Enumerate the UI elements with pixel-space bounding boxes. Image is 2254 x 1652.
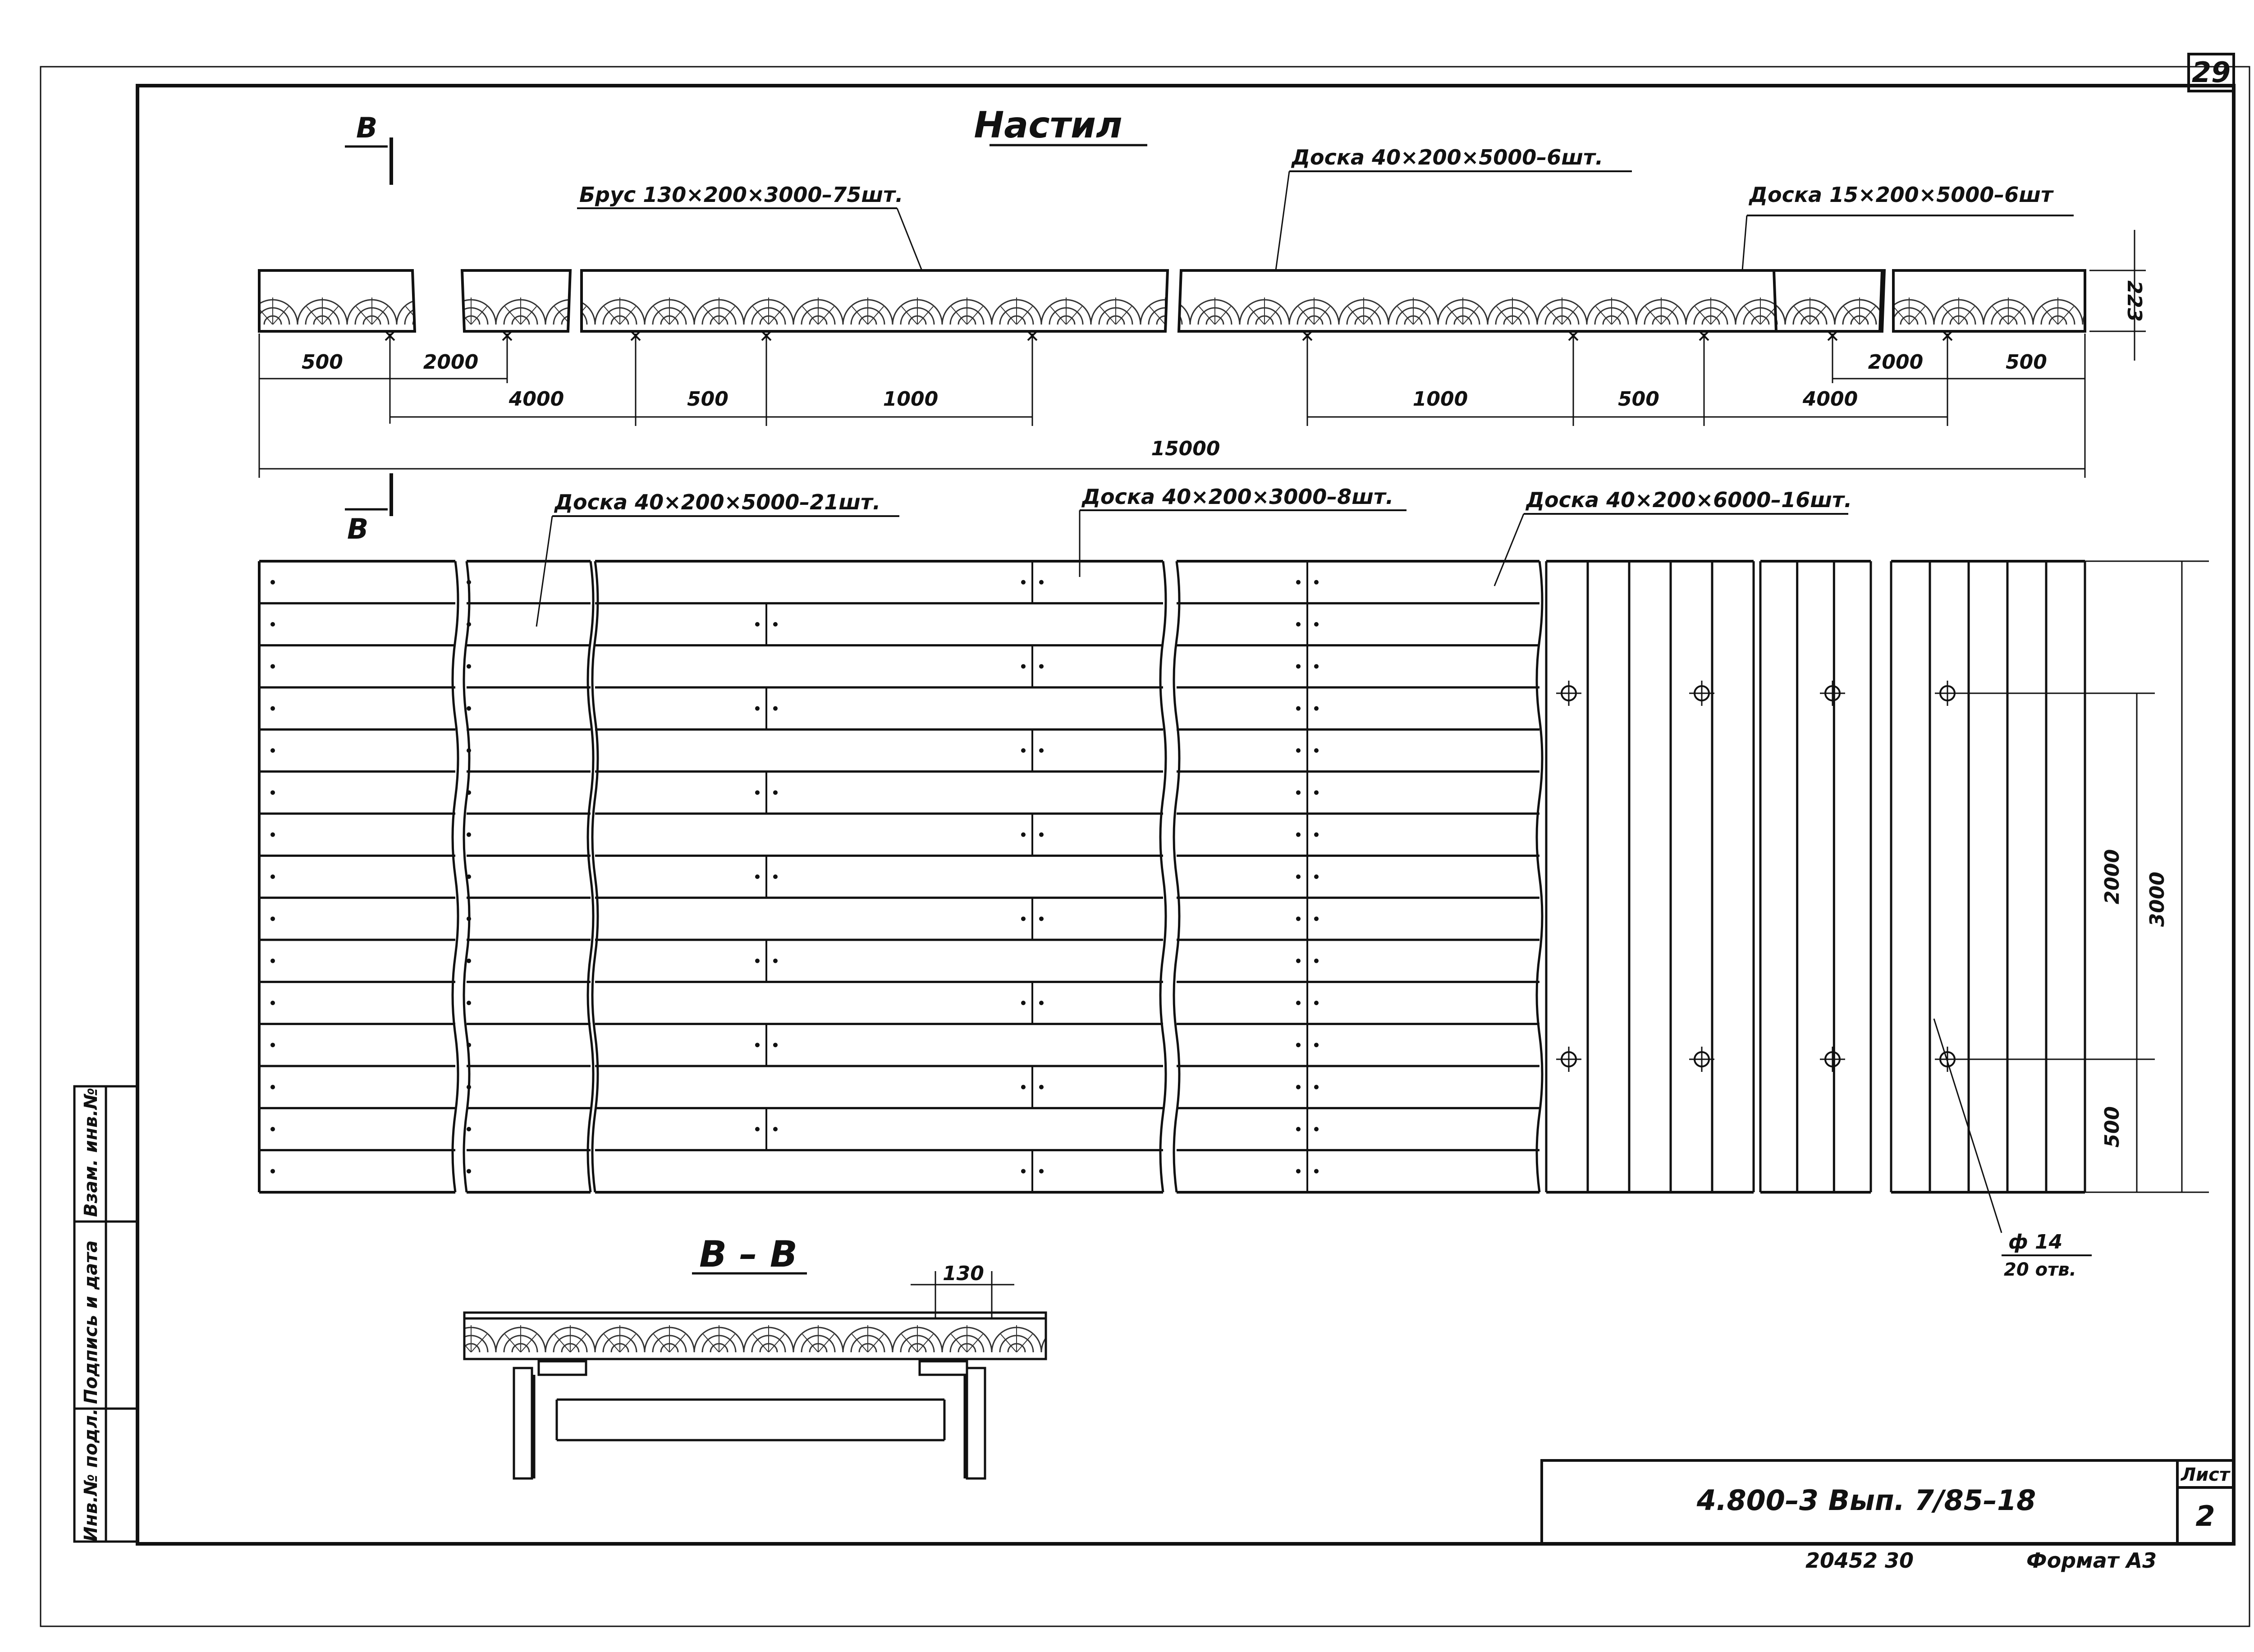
plan-nail (467, 706, 471, 711)
plan-nail (1296, 833, 1301, 837)
plan-nail (270, 1001, 275, 1005)
svg-text:1000: 1000 (883, 388, 939, 411)
plan-nail (467, 874, 471, 879)
footer-format: Формат А3 (2026, 1548, 2157, 1573)
label-board-plan-2: Доска 40×200×3000–8шт. (1082, 485, 1394, 509)
elevation-segment (1893, 270, 2085, 331)
plan-nail (1039, 748, 1044, 753)
hole-count: 20 отв. (2004, 1259, 2076, 1280)
svg-text:4000: 4000 (509, 388, 564, 411)
plan-nail (467, 959, 471, 963)
plan-nail (773, 622, 778, 627)
plan-nail (773, 874, 778, 879)
drawing-title: Настил (974, 104, 1122, 146)
plan-nail (467, 916, 471, 921)
plan-nail (270, 706, 275, 711)
plan-nail (270, 1085, 275, 1089)
section-bb (464, 1233, 1046, 1478)
svg-text:Подпись и дата: Подпись и дата (81, 1240, 101, 1404)
plan-nail (773, 790, 778, 795)
plan-nail (1296, 1085, 1301, 1089)
plan-nail (1314, 1085, 1319, 1089)
plan-nail (270, 1127, 275, 1131)
elevation-view (259, 270, 2085, 340)
plan-labels (536, 485, 1852, 627)
plan-nail (1296, 874, 1301, 879)
plan-nail (467, 664, 471, 668)
plan-break-line (1160, 561, 1166, 1192)
plan-nail (773, 959, 778, 963)
plan-nail (1021, 1085, 1026, 1089)
plan-nail (1021, 833, 1026, 837)
plan-nail (755, 874, 760, 879)
plan-nail (1314, 664, 1319, 668)
svg-text:15000: 15000 (1151, 437, 1220, 460)
label-board-plan-1: Доска 40×200×5000–21шт. (554, 490, 881, 514)
section-mark-bottom-letter: В (347, 513, 369, 545)
plan-nail (755, 1043, 760, 1047)
plan-nail (773, 1043, 778, 1047)
plan-nail (1021, 664, 1026, 668)
plan-nail (1039, 580, 1044, 585)
plan-nail (270, 748, 275, 753)
plan-nail (1296, 1001, 1301, 1005)
plan-nail (1296, 706, 1301, 711)
plan-nail (1296, 622, 1301, 627)
label-board-top-2: Доска 15×200×5000–6шт (1749, 183, 2053, 207)
elevation-segment (462, 270, 570, 331)
plan-nail (270, 874, 275, 879)
plan-nail (1296, 1127, 1301, 1131)
plan-nail (1039, 833, 1044, 837)
plan-nail (1039, 1169, 1044, 1173)
label-board-plan-3: Доска 40×200×6000–16шт. (1526, 488, 1852, 512)
hole-diameter: ф 14 (2008, 1231, 2063, 1254)
plan-nail (1296, 1169, 1301, 1173)
plan-nail (1314, 959, 1319, 963)
elevation-segment (1774, 270, 1882, 331)
plan-nail (1314, 580, 1319, 585)
plan-nail (1314, 1127, 1319, 1131)
plan-nail (270, 833, 275, 837)
plan-nail (755, 790, 760, 795)
plan-nail (467, 833, 471, 837)
plan-nail (1039, 1001, 1044, 1005)
plan-break-line (1537, 561, 1542, 1192)
plan-nail (1314, 1169, 1319, 1173)
footer-order: 20452 30 (1805, 1548, 1914, 1573)
sheet-number-box (2189, 54, 2234, 91)
plan-nail (1296, 790, 1301, 795)
plan-nail (1314, 874, 1319, 879)
section-dim-130: 130 (943, 1262, 984, 1285)
elevation-labels (577, 145, 2074, 270)
plan-nail (270, 959, 275, 963)
svg-text:2000: 2000 (2101, 849, 2124, 905)
plan-nail (270, 790, 275, 795)
label-board-top-1: Доска 40×200×5000–6шт. (1292, 145, 1603, 169)
plan-nail (755, 622, 760, 627)
svg-text:2000: 2000 (1868, 351, 1924, 374)
plan-nail (1296, 1043, 1301, 1047)
plan-nail (1021, 916, 1026, 921)
plan-nail (270, 664, 275, 668)
plan-nail (1021, 748, 1026, 753)
svg-text:500: 500 (2006, 351, 2047, 374)
svg-text:500: 500 (1618, 388, 1659, 411)
plan-nail (1039, 664, 1044, 668)
title-block (1542, 1460, 2234, 1544)
plan-nail (773, 1127, 778, 1131)
plan-nail (1314, 622, 1319, 627)
svg-text:500: 500 (687, 388, 728, 411)
plan-dimensions (1952, 561, 2209, 1192)
plan-nail (1314, 916, 1319, 921)
sheet-label: Лист (2181, 1464, 2230, 1485)
plan-nail (1314, 706, 1319, 711)
section-mark-top (345, 111, 391, 185)
svg-text:2000: 2000 (423, 351, 479, 374)
plan-nail (1039, 916, 1044, 921)
section-title: В – В (699, 1233, 797, 1275)
plan-nail (467, 1085, 471, 1089)
plan-nail (1021, 1169, 1026, 1173)
plan-break-line (453, 561, 458, 1192)
plan-nail (467, 1169, 471, 1173)
label-brus: Брус 130×200×3000–75шт. (579, 183, 903, 207)
svg-text:223: 223 (2123, 280, 2146, 322)
plan-nail (1296, 916, 1301, 921)
plan-nail (1296, 959, 1301, 963)
plan-nail (1314, 1043, 1319, 1047)
plan-nail (270, 1169, 275, 1173)
sheet-no: 2 (2195, 1500, 2215, 1533)
plan-nail (1021, 580, 1026, 585)
plan-nail (755, 1127, 760, 1131)
plan-nail (467, 1127, 471, 1131)
section-mark-top-letter: В (356, 111, 378, 144)
plan-nail (1314, 833, 1319, 837)
plan-nail (467, 748, 471, 753)
plan-nail (1314, 1001, 1319, 1005)
svg-text:500: 500 (2101, 1106, 2124, 1148)
plan-nail (755, 959, 760, 963)
side-stamp (74, 1086, 137, 1542)
plan-nail (270, 916, 275, 921)
svg-text:500: 500 (302, 351, 343, 374)
plan-nail (755, 706, 760, 711)
plan-nail (1296, 580, 1301, 585)
plan-nail (1296, 748, 1301, 753)
sheet-number: 29 (2191, 56, 2231, 89)
svg-text:1000: 1000 (1412, 388, 1468, 411)
plan-nail (773, 706, 778, 711)
plan-dim-text (2101, 849, 2169, 1148)
svg-text:Инв.№ подл.: Инв.№ подл. (81, 1408, 101, 1542)
plan-nail (467, 580, 471, 585)
svg-text:Взам. инв.№: Взам. инв.№ (81, 1088, 101, 1217)
section-mark-bottom (345, 473, 391, 545)
svg-text:3000: 3000 (2146, 871, 2169, 927)
plan-nail (467, 622, 471, 627)
plan-nail (467, 790, 471, 795)
doc-code: 4.800–3 Вып. 7/85–18 (1696, 1484, 2036, 1517)
plan-break-line (1174, 561, 1179, 1192)
plan-nail (1296, 664, 1301, 668)
plan-nail (1314, 748, 1319, 753)
svg-text:4000: 4000 (1802, 388, 1858, 411)
plan-nail (467, 1001, 471, 1005)
plan-nail (1314, 790, 1319, 795)
plan-view (259, 561, 2085, 1192)
plan-nail (1039, 1085, 1044, 1089)
plan-nail (1021, 1001, 1026, 1005)
hole-callout (1934, 1019, 2092, 1280)
plan-nail (270, 622, 275, 627)
plan-nail (270, 580, 275, 585)
plan-nail (270, 1043, 275, 1047)
elevation-segment (582, 270, 1168, 331)
plan-nail (467, 1043, 471, 1047)
elevation-segment (259, 270, 415, 331)
